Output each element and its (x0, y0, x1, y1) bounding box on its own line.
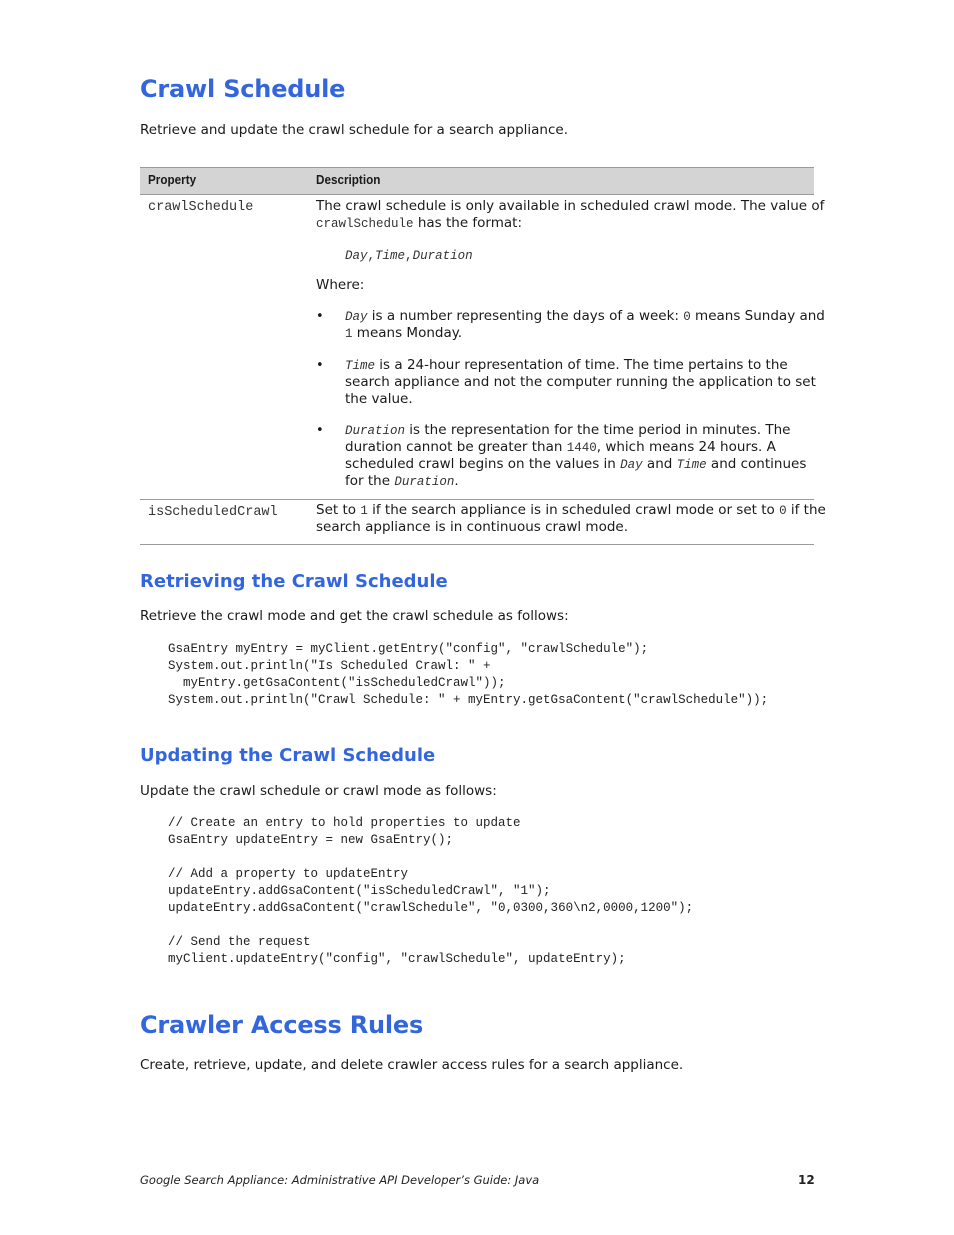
list-item: Time is a 24-hour representation of time. The time pertains to the (345, 357, 788, 373)
retrieving-intro: Retrieve the crawl mode and get the crawl schedule as follows: (140, 608, 569, 624)
code-block-retrieve: GsaEntry myEntry = myClient.getEntry("config", "crawlSchedule"); System.out.println("Is Scheduled Crawl: " + myEntry.getGsaContent("isScheduledCrawl")); System.out.println("Crawl Schedule: " + myEntry.getGsaContent("crawlSchedule")); (168, 642, 769, 707)
list-item-cont: search appliance and not the computer running the application to set (345, 374, 816, 390)
description-line: search appliance is in continuous crawl mode. (316, 519, 629, 535)
bullet-marker: • (316, 309, 324, 324)
where-label: Where: (316, 277, 365, 293)
table-bottom-border (140, 544, 814, 545)
heading-crawl-schedule: Crawl Schedule (140, 75, 346, 103)
updating-intro: Update the crawl schedule or crawl mode as follows: (140, 783, 497, 799)
footer-page-number: 12 (798, 1173, 815, 1187)
heading-crawler-access-rules: Crawler Access Rules (140, 1011, 424, 1039)
list-item-cont: duration cannot be greater than 1440, which means 24 hours. A (345, 439, 776, 455)
heading-updating: Updating the Crawl Schedule (140, 745, 436, 766)
code-block-update: // Create an entry to hold properties to update GsaEntry updateEntry = new GsaEntry(); // Add a property to updateEntry updateEntry.addGsaContent("isScheduledCrawl", "1"); updateEntry.addGsaContent("crawlSchedule", "0,0300,360\n2,0000,1200"); // Send the request myClient.updateEntry("config", "crawlSchedule", updateEntry); (168, 816, 694, 966)
table-header-row (140, 167, 814, 195)
description-line: Set to 1 if the search appliance is in scheduled crawl mode or set to 0 if the (316, 502, 826, 518)
list-item-cont: 1 means Monday. (345, 325, 463, 341)
list-item: Day is a number representing the days of a week: 0 means Sunday and (345, 308, 825, 324)
property-name: crawlSchedule (148, 200, 254, 215)
heading-retrieving: Retrieving the Crawl Schedule (140, 571, 448, 592)
bullet-marker: • (316, 358, 324, 373)
crawl-schedule-intro: Retrieve and update the crawl schedule for a search appliance. (140, 122, 568, 138)
footer-doc-title: Google Search Appliance: Administrative API Developer’s Guide: Java (140, 1173, 540, 1187)
list-item-cont: scheduled crawl begins on the values in Day and Time and continues (345, 456, 807, 472)
list-item-cont: for the Duration. (345, 473, 459, 489)
description-line: The crawl schedule is only available in scheduled crawl mode. The value of (316, 198, 825, 214)
list-item-cont: the value. (345, 391, 413, 407)
description-line: crawlSchedule has the format: (316, 215, 523, 231)
format-string: Day,Time,Duration (345, 249, 473, 263)
crawler-access-intro: Create, retrieve, update, and delete crawler access rules for a search appliance. (140, 1057, 684, 1073)
list-item: Duration is the representation for the time period in minutes. The (345, 422, 791, 438)
row-divider (140, 499, 814, 500)
bullet-marker: • (316, 423, 324, 438)
property-name: isScheduledCrawl (148, 505, 278, 520)
header-description: Description (316, 172, 381, 187)
header-property: Property (148, 172, 197, 187)
